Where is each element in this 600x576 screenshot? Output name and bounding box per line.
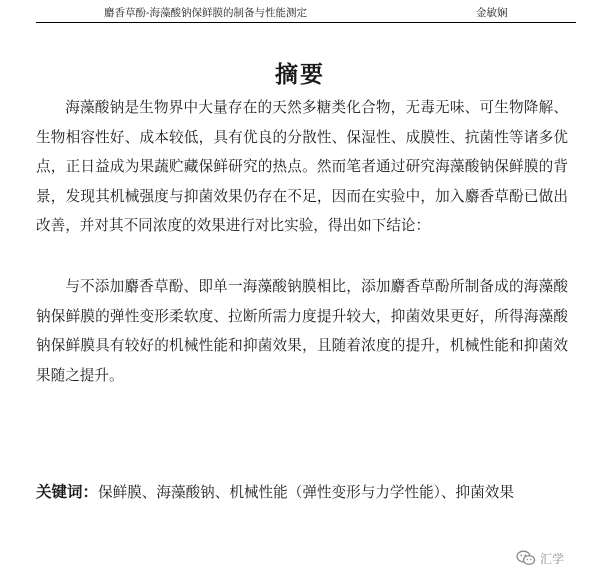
keywords-label: 关键词：	[36, 483, 99, 501]
header-title: 麝香草酚-海藻酸钠保鲜膜的制备与性能测定	[104, 7, 308, 19]
abstract-title: 摘要	[275, 61, 325, 88]
header-author: 金敏娴	[476, 7, 508, 19]
watermark	[516, 548, 564, 568]
watermark-text: 汇学	[540, 551, 565, 566]
wechat-icon	[516, 550, 536, 566]
keywords-text: 保鲜膜、海藻酸钠、机械性能（弹性变形与力学性能）、抑菌效果	[98, 484, 514, 501]
header-divider	[36, 22, 576, 23]
abstract-paragraph-1: 海藻酸钠是生物界中大量存在的天然多糖类化合物，无毒无味、可生物降解、生物相容性好、成本较低，具有优良的分散性、保湿性、成膜性、抗菌性等诸多优点，正日益成为果蔬贮藏保鲜研究的热点。然而笔者通过研究海藻酸钠保鲜膜的背景，发现其机械强度与抑菌效果仍存在不足，因而在实验中，加入麝香草酚已做出改善，并对其不同浓度的效果进行对比实验，得出如下结论：	[36, 99, 568, 234]
page-header	[0, 4, 600, 22]
abstract-paragraph-2: 与不添加麝香草酚、即单一海藻酸钠膜相比，添加麝香草酚所制备成的海藻酸钠保鲜膜的弹性变形柔软度、拉断所需力度提升较大，抑菌效果更好，所得海藻酸钠保鲜膜具有较好的机械性能和抑菌效果，且随着浓度的提升，机械性能和抑菌效果随之提升。	[36, 278, 568, 384]
keywords-line	[36, 480, 576, 505]
